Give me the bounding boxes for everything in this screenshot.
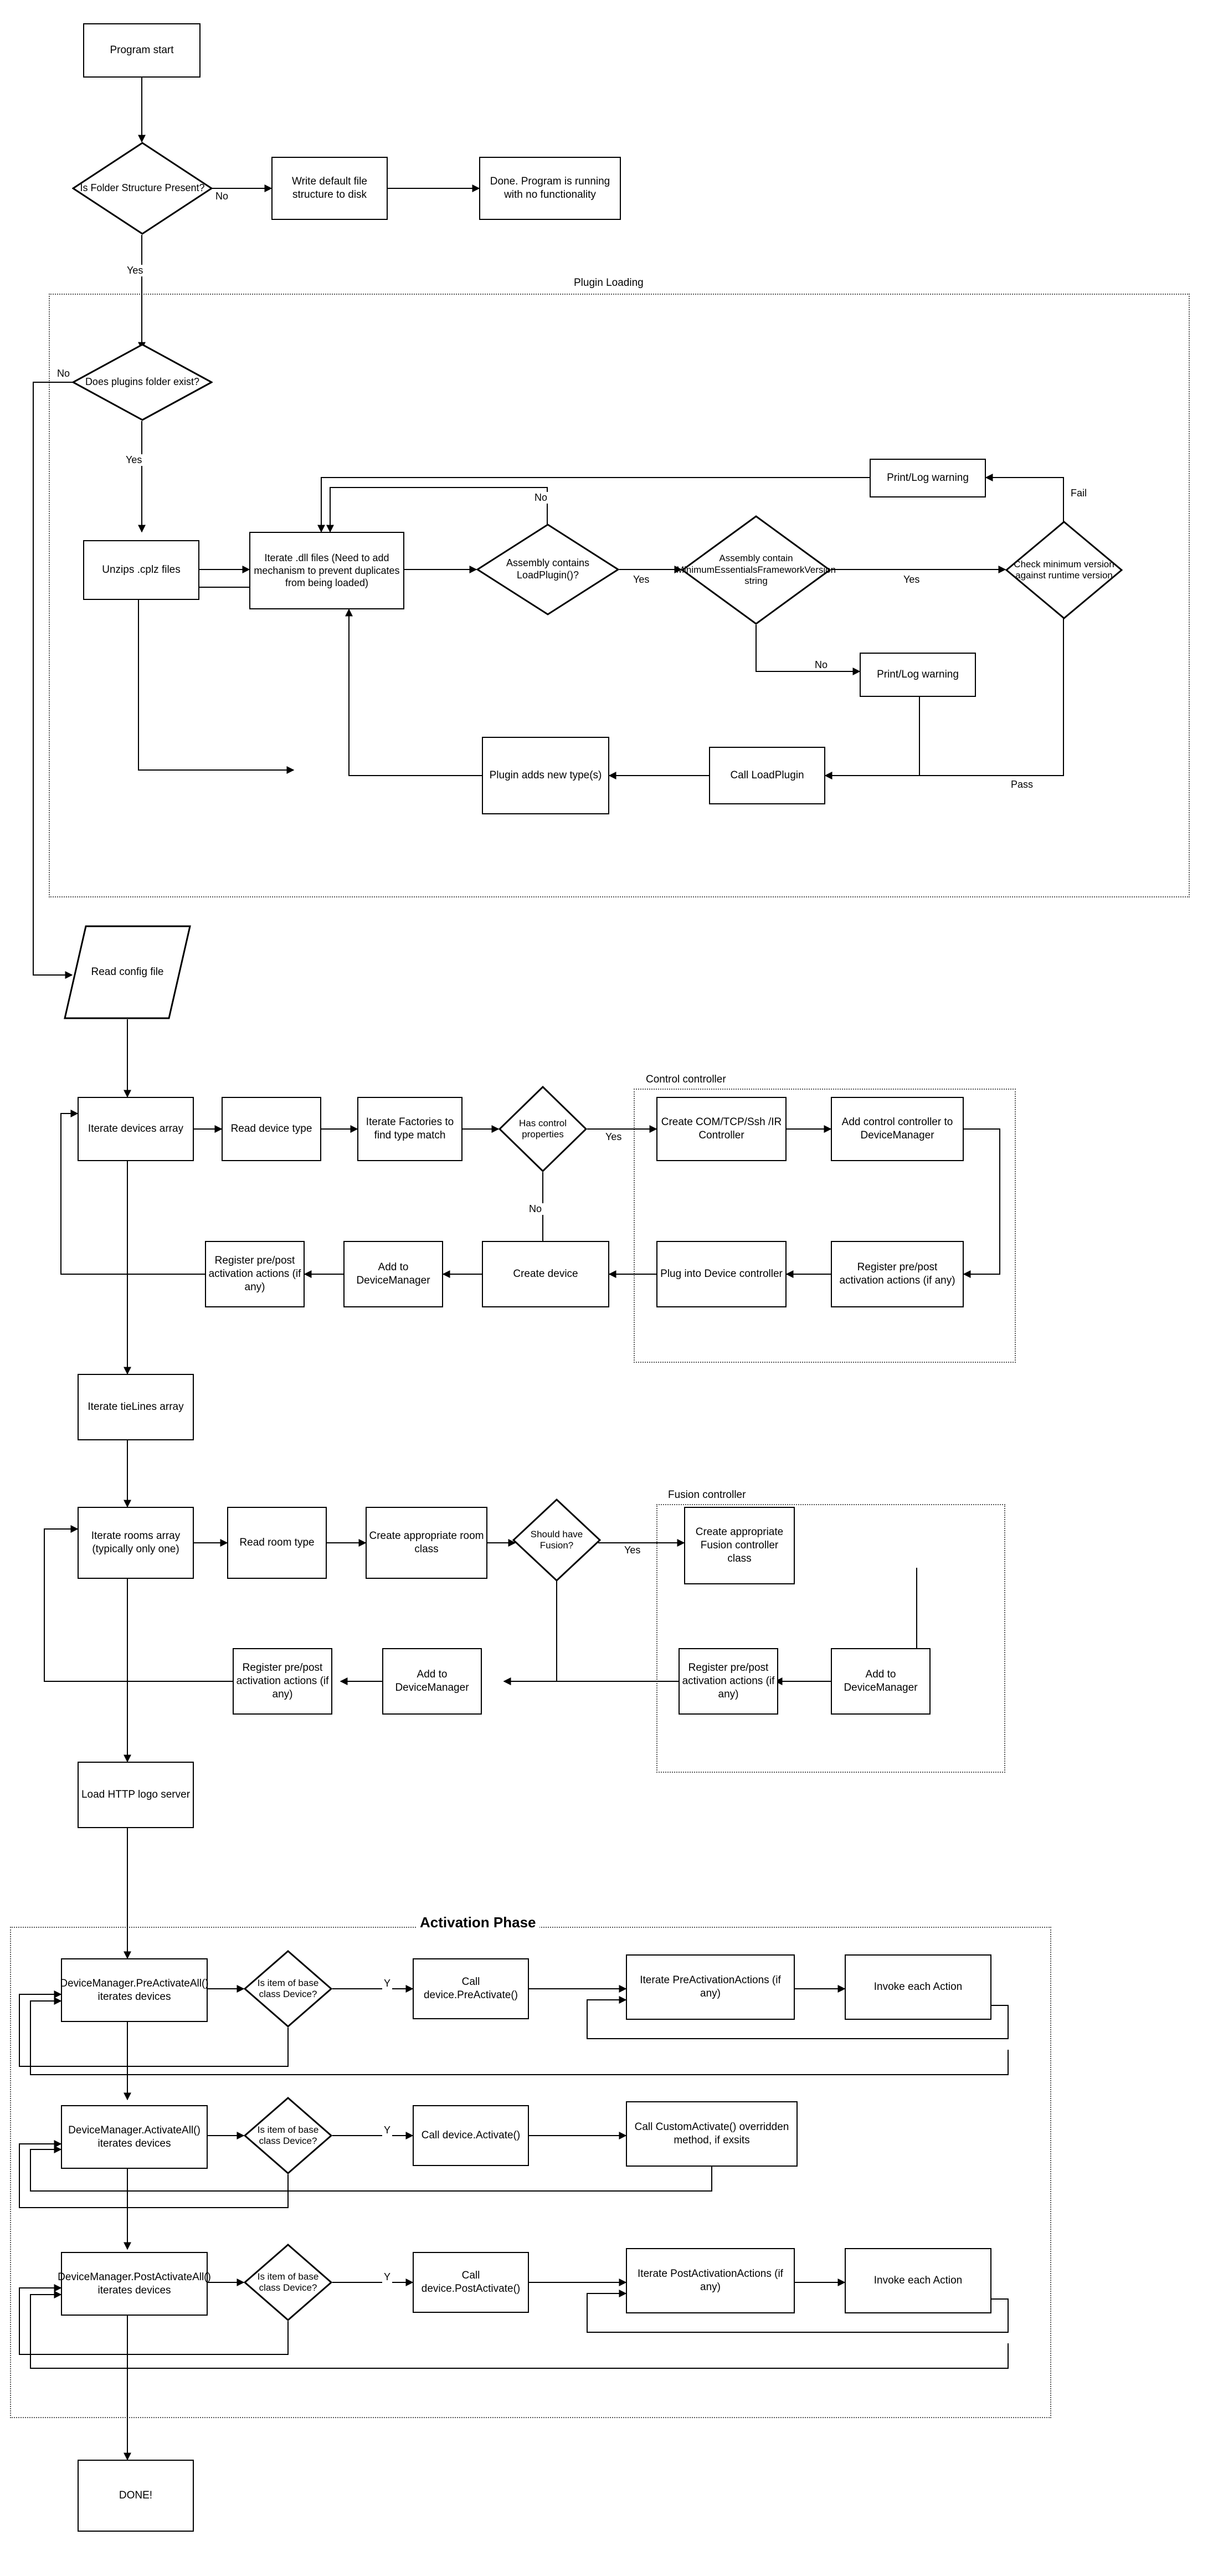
node-print-log-warning-top — [870, 459, 986, 497]
node-create-appropriate-room-class-label: Create appropriate room class — [369, 1530, 484, 1555]
node-dm-activateall-label: DeviceManager.ActivateAll() iterates devices — [68, 2124, 201, 2149]
node-read-room-type — [227, 1507, 327, 1579]
node-dm-preactivateall-label: DeviceManager.PreActivateAll() iterates devices — [60, 1977, 209, 2003]
node-done — [78, 2460, 194, 2532]
node-iterate-tielines-array — [78, 1374, 194, 1440]
node-invoke-each-action-1 — [845, 1954, 991, 2020]
node-assembly-contains-minimumessentials — [676, 515, 836, 625]
node-has-control-properties — [498, 1086, 587, 1172]
node-should-have-fusion-label: Should have Fusion? — [530, 1528, 583, 1551]
node-read-device-type-label: Read device type — [230, 1123, 312, 1135]
node-done-label: DONE! — [119, 2490, 153, 2502]
edge-label-no-minimum: No — [813, 659, 829, 671]
node-iterate-postactivationactions-label: Iterate PostActivationActions (if any) — [638, 2268, 783, 2293]
node-call-customactivate-label: Call CustomActivate() overridden method, if exsits — [634, 2121, 789, 2146]
edge-label-yes-minimum: Yes — [902, 574, 921, 586]
node-load-http-logo-server — [78, 1762, 194, 1828]
node-register-pre-post-rooms — [233, 1648, 332, 1715]
edge-label-y-device-2: Y — [382, 2125, 392, 2136]
group-activation-phase-label: Activation Phase — [417, 1914, 539, 1931]
node-assembly-contains-loadplugin — [476, 524, 619, 615]
node-plug-into-device-controller-label: Plug into Device controller — [660, 1268, 783, 1280]
node-create-fusion-controller-class — [684, 1507, 795, 1584]
node-iterate-factories — [357, 1097, 462, 1161]
node-program-start-label: Program start — [110, 44, 174, 57]
node-register-pre-post-devices-ctrl-label: Register pre/post activation actions (if any) — [839, 1261, 955, 1286]
node-should-have-fusion — [512, 1499, 601, 1582]
node-add-to-devicemanager-devices — [343, 1241, 443, 1307]
node-register-pre-post-rooms-label: Register pre/post activation actions (if any) — [236, 1662, 329, 1700]
group-fusion-controller-label: Fusion controller — [665, 1489, 749, 1501]
node-load-http-logo-server-label: Load HTTP logo server — [81, 1789, 191, 1801]
node-read-config-file-label: Read config file — [91, 966, 164, 978]
edge-label-y-device-1: Y — [382, 1978, 392, 1989]
node-read-room-type-label: Read room type — [239, 1537, 315, 1549]
node-is-item-base-device-1 — [244, 1950, 332, 2028]
node-iterate-preactivationactions — [626, 1954, 795, 2020]
node-add-control-controller-to-dm — [831, 1097, 964, 1161]
node-dm-postactivateall — [58, 2252, 211, 2316]
node-add-to-devicemanager-rooms-label: Add to DeviceManager — [395, 1669, 469, 1694]
node-iterate-rooms-array-label: Iterate rooms array (typically only one) — [91, 1530, 181, 1555]
node-add-to-devicemanager-devices-label: Add to DeviceManager — [356, 1261, 430, 1286]
node-is-folder-structure-present-label: Is Folder Structure Present? — [80, 182, 205, 194]
node-print-log-warning-mid — [860, 653, 976, 697]
edge-label-y-device-3: Y — [382, 2271, 392, 2283]
node-invoke-each-action-3 — [845, 2248, 991, 2313]
node-is-item-base-device-2-label: Is item of base class Device? — [257, 2124, 319, 2146]
node-register-pre-post-fusion — [679, 1648, 778, 1715]
node-write-default-file-structure — [271, 157, 388, 220]
node-unzips-cplz-label: Unzips .cplz files — [102, 564, 181, 576]
node-iterate-factories-label: Iterate Factories to find type match — [366, 1116, 454, 1141]
node-is-item-base-device-2 — [244, 2097, 332, 2174]
node-assembly-contains-loadplugin-label: Assembly contains LoadPlugin()? — [506, 557, 590, 581]
group-control-controller-label: Control controller — [643, 1074, 729, 1086]
node-write-default-file-structure-label: Write default file structure to disk — [292, 176, 367, 201]
edge-label-no-plugins-folder: No — [55, 368, 71, 379]
edge-label-no-loadplugin: No — [533, 492, 549, 504]
node-call-device-activate — [413, 2105, 529, 2166]
node-create-fusion-controller-class-label: Create appropriate Fusion controller class — [695, 1526, 784, 1564]
node-register-pre-post-devices-label: Register pre/post activation actions (if any) — [208, 1255, 301, 1293]
edge-label-yes-fusion: Yes — [623, 1544, 642, 1556]
node-iterate-devices-array-label: Iterate devices array — [88, 1123, 184, 1135]
node-dm-activateall — [61, 2105, 208, 2169]
edge-label-fail-version: Fail — [1069, 488, 1088, 499]
group-plugin-loading-label: Plugin Loading — [571, 277, 647, 289]
node-call-device-preactivate-label: Call device.PreActivate() — [423, 1976, 518, 2001]
node-plug-into-device-controller — [656, 1241, 787, 1307]
node-dm-preactivateall — [61, 1958, 208, 2022]
node-program-start — [83, 23, 201, 78]
node-add-to-devicemanager-fusion-label: Add to DeviceManager — [844, 1669, 918, 1694]
node-register-pre-post-devices — [205, 1241, 305, 1307]
node-iterate-tielines-array-label: Iterate tieLines array — [88, 1401, 184, 1413]
node-unzips-cplz — [83, 540, 199, 600]
node-is-item-base-device-3 — [244, 2244, 332, 2321]
edge-label-yes-control-props: Yes — [604, 1131, 623, 1143]
edge-label-no-control-props: No — [527, 1203, 543, 1215]
node-iterate-devices-array — [78, 1097, 194, 1161]
node-call-device-postactivate — [413, 2252, 529, 2313]
node-is-folder-structure-present — [72, 142, 213, 235]
node-plugin-adds-new-types-label: Plugin adds new type(s) — [489, 769, 602, 782]
node-print-log-warning-top-label: Print/Log warning — [887, 472, 969, 484]
node-iterate-dll-files-label: Iterate .dll files (Need to add mechanism to prevent duplicates from being loaded) — [254, 552, 400, 589]
node-does-plugins-folder-exist — [72, 343, 213, 421]
node-register-pre-post-fusion-label: Register pre/post activation actions (if any) — [682, 1662, 775, 1700]
node-has-control-properties-label: Has control properties — [519, 1117, 567, 1140]
node-iterate-postactivationactions — [626, 2248, 795, 2313]
node-dm-postactivateall-label: DeviceManager.PostActivateAll() iterates devices — [58, 2271, 211, 2296]
node-done-no-functionality-label: Done. Program is running with no functionality — [490, 176, 610, 201]
node-done-no-functionality — [479, 157, 621, 220]
edge-label-yes-loadplugin: Yes — [631, 574, 651, 586]
node-create-device-label: Create device — [513, 1268, 578, 1280]
edge-label-no-folder: No — [214, 191, 230, 202]
edge-label-yes-plugins-folder: Yes — [124, 454, 143, 466]
node-invoke-each-action-3-label: Invoke each Action — [873, 2275, 963, 2287]
node-create-com-tcp-ssh-ir-label: Create COM/TCP/Ssh /IR Controller — [661, 1116, 782, 1141]
node-print-log-warning-mid-label: Print/Log warning — [877, 669, 959, 681]
node-call-loadplugin — [709, 747, 825, 804]
node-create-appropriate-room-class — [366, 1507, 487, 1579]
node-add-to-devicemanager-rooms — [382, 1648, 482, 1715]
node-assembly-contains-minimumessentials-label: Assembly contain MinimumEssentialsFrameworkVersion string — [676, 553, 836, 587]
node-call-loadplugin-label: Call LoadPlugin — [730, 769, 804, 782]
node-invoke-each-action-1-label: Invoke each Action — [873, 1981, 963, 1993]
node-read-device-type — [222, 1097, 321, 1161]
node-check-minimum-version — [1005, 521, 1123, 619]
node-is-item-base-device-3-label: Is item of base class Device? — [257, 2271, 319, 2293]
node-check-minimum-version-label: Check minimum version against runtime version — [1014, 558, 1114, 581]
node-call-device-activate-label: Call device.Activate() — [421, 2129, 521, 2142]
edge-label-pass-version: Pass — [1009, 779, 1035, 791]
node-plugin-adds-new-types — [482, 737, 609, 814]
node-iterate-dll-files — [249, 532, 404, 609]
node-is-item-base-device-1-label: Is item of base class Device? — [257, 1977, 319, 1999]
node-call-device-postactivate-label: Call device.PostActivate() — [421, 2270, 521, 2295]
node-add-to-devicemanager-fusion — [831, 1648, 931, 1715]
node-iterate-rooms-array — [78, 1507, 194, 1579]
node-iterate-preactivationactions-label: Iterate PreActivationActions (if any) — [640, 1974, 781, 1999]
node-does-plugins-folder-exist-label: Does plugins folder exist? — [85, 376, 200, 388]
node-add-control-controller-to-dm-label: Add control controller to DeviceManager — [841, 1116, 953, 1141]
node-call-customactivate — [626, 2101, 798, 2167]
node-call-device-preactivate — [413, 1958, 529, 2019]
node-create-device — [482, 1241, 609, 1307]
node-create-com-tcp-ssh-ir — [656, 1097, 787, 1161]
node-register-pre-post-devices-ctrl — [831, 1241, 964, 1307]
node-read-config-file — [64, 925, 191, 1019]
edge-label-yes-folder: Yes — [125, 265, 145, 276]
